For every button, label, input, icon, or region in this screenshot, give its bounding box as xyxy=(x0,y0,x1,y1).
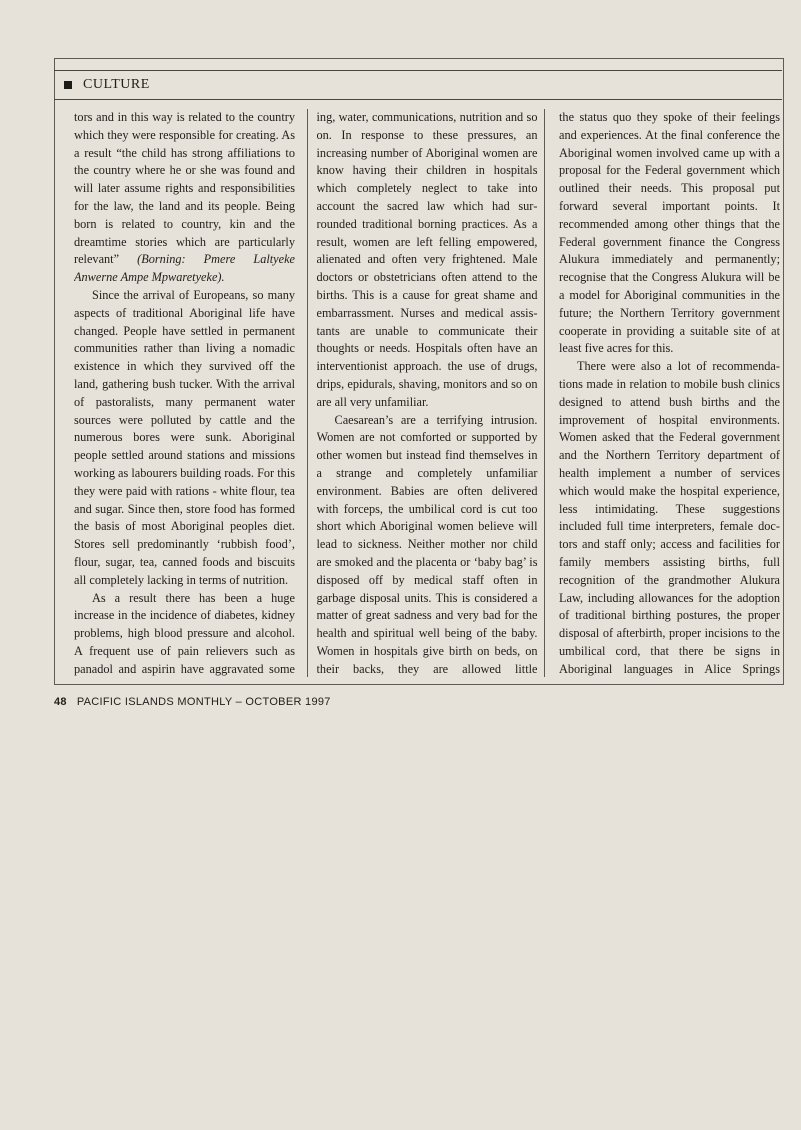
article-column-1 xyxy=(74,109,295,677)
article-column-3 xyxy=(559,109,780,677)
article-body xyxy=(74,109,780,677)
paragraph: As a result there has been a huge increase in the incidence of diabetes, kidney problems, high blood pressure and alcohol. A frequent use of pain relievers such as panadol and aspirin have aggravated some xyxy=(74,590,295,676)
paragraph: tors and in this way is related to the country which they were responsible for creating. As a result “the child has strong affiliations to the country where he or she was found and will later assume rights and responsibilities for the law, the land and its people. Being born is related to country, kin and the dreamtime stories which are particularly relevant” (Borning: Pmere Laltyeke Anwerne Ampe Mpwaretyeke). xyxy=(74,110,295,285)
citation: (Borning: Pmere Laltyeke Anwerne Ampe Mpwaretyeke). xyxy=(74,252,295,285)
page-number: 48 xyxy=(54,696,67,708)
paragraph: ing, water, communications, nutrition and so on. In response to these pressures, an increasing number of Aboriginal women are know having their children in hospitals which completely neglect to take into account the sacred law which had surrounded traditional borning practices. As a result, women are left felling empowered, alienated and often very frightened. Male doctors or obstetricians often attend to the births. This is a cause for great shame and embarrassment. Nurses and medical assistants are unable to communicate their thoughts or needs. Hospitals often have an interventionist approach. the use of drugs, drips, epidurals, shaving, monitors and so on are all very unfamiliar. xyxy=(316,110,538,409)
publication-line: PACIFIC ISLANDS MONTHLY – OCTOBER 1997 xyxy=(76,696,331,708)
paragraph: There were also a lot of recommendations made in relation to mobile bush clinics designed to attend bush births and the improvement of hospital environments. Women asked that the Federal government and the Northern Territory department of health implement a number of services which would make the hospital experience, less intimidating. These suggestions included full time interpreters, female doctors and staff only; access and facilities for family members assisting births, full recognition of the grandmother Alukura Law, including allowances for the adoption of traditional birthing postures, the proper disposal of afterbirth, proper incisions to the umbilical cord, that there be signs in Aboriginal languages in Alice Springs xyxy=(559,359,780,676)
paragraph: Since the arrival of Europeans, so many aspects of traditional Aboriginal life have changed. People have settled in permanent communities rather than living a nomadic existence in which they survived off the land, gathering bush tucker. With the arrival of pastoralists, many permanent water sources were polluted by cattle and the numerous bores were sunk. Aboriginal people settled around stations and missions working as labourers building roads. For this they were paid with rations - white flour, tea and sugar. Since then, store food has formed the basis of most Aboriginal peoples diet. Stores sell predominantly ‘rubbish food’, flour, sugar, tea, canned foods and biscuits all completely lacking in terms of nutrition. xyxy=(74,287,295,587)
paragraph: the status quo they spoke of their feelings and experiences. At the final conference the Aboriginal women involved came up with a proposal for the Federal government which outlined their needs. This proposal put forward several important points. It recommended among other things that the Federal government finance the Congress Alukura immediately and permanently; recognise that the Congress Alukura will be a model for Aboriginal communities in the future; the Northern Territory government cooperate in providing a suitable site of at least five acres for this. xyxy=(559,110,780,356)
article-column-2 xyxy=(317,109,538,677)
section-marker-icon xyxy=(64,81,72,89)
section-header xyxy=(54,70,782,100)
page-footer xyxy=(54,696,331,708)
paragraph: Caesarean’s are a terrifying intrusion. Women are not comforted or supported by other women but instead find themselves in a strange and completely unfamiliar environment. Babies are often delivered with forceps, the umbilical cord is cut too short which Aboriginal women believe will lead to sickness. Neither mother nor child are smoked and the placenta or ‘baby bag’ is disposed off by medical staff often in garbage disposal units. This is considered a matter of great sadness and very bad for the health and spiritual well being of the baby. Women in hospitals give birth on beds, on their backs, they are allowed little xyxy=(316,412,538,676)
section-label: CULTURE xyxy=(83,77,150,92)
